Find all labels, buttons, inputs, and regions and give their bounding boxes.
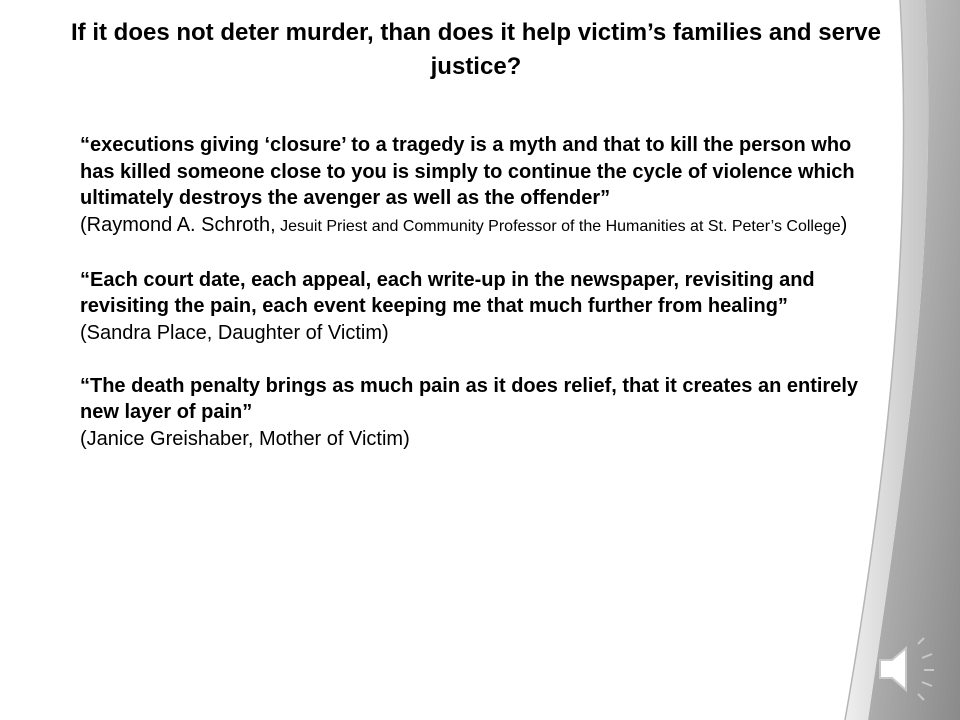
attribution-schroth-detail: Jesuit Priest and Community Professor of the Humanities at St. Peter’s College xyxy=(275,217,841,235)
attribution-greishaber: (Janice Greishaber, Mother of Victim) xyxy=(80,427,410,450)
slide-title: If it does not deter murder, than does it help victim’s families and serve justice? xyxy=(71,19,881,80)
slide-body xyxy=(80,132,880,452)
attribution-schroth-name: (Raymond A. Schroth, xyxy=(80,213,276,236)
quote-schroth: “executions giving ‘closure’ to a tragedy is a myth and that to kill the person who has killed someone close to you is simply to continue the cycle of violence which ultimately destroys the avenger as well as the offender” xyxy=(80,134,855,209)
attribution-schroth-close: ) xyxy=(840,213,848,236)
speaker-icon[interactable] xyxy=(872,632,944,704)
spacer xyxy=(80,346,880,373)
quote-greishaber: “The death penalty brings as much pain as it does relief, that it creates an entirely new layer of pain” xyxy=(80,374,858,423)
attribution-place: (Sandra Place, Daughter of Victim) xyxy=(80,321,389,344)
spacer xyxy=(80,240,880,267)
attribution-schroth xyxy=(80,212,880,241)
quote-place: “Each court date, each appeal, each write-up in the newspaper, revisiting and revisiting the pain, each event keeping me that much further from healing” xyxy=(80,268,815,317)
